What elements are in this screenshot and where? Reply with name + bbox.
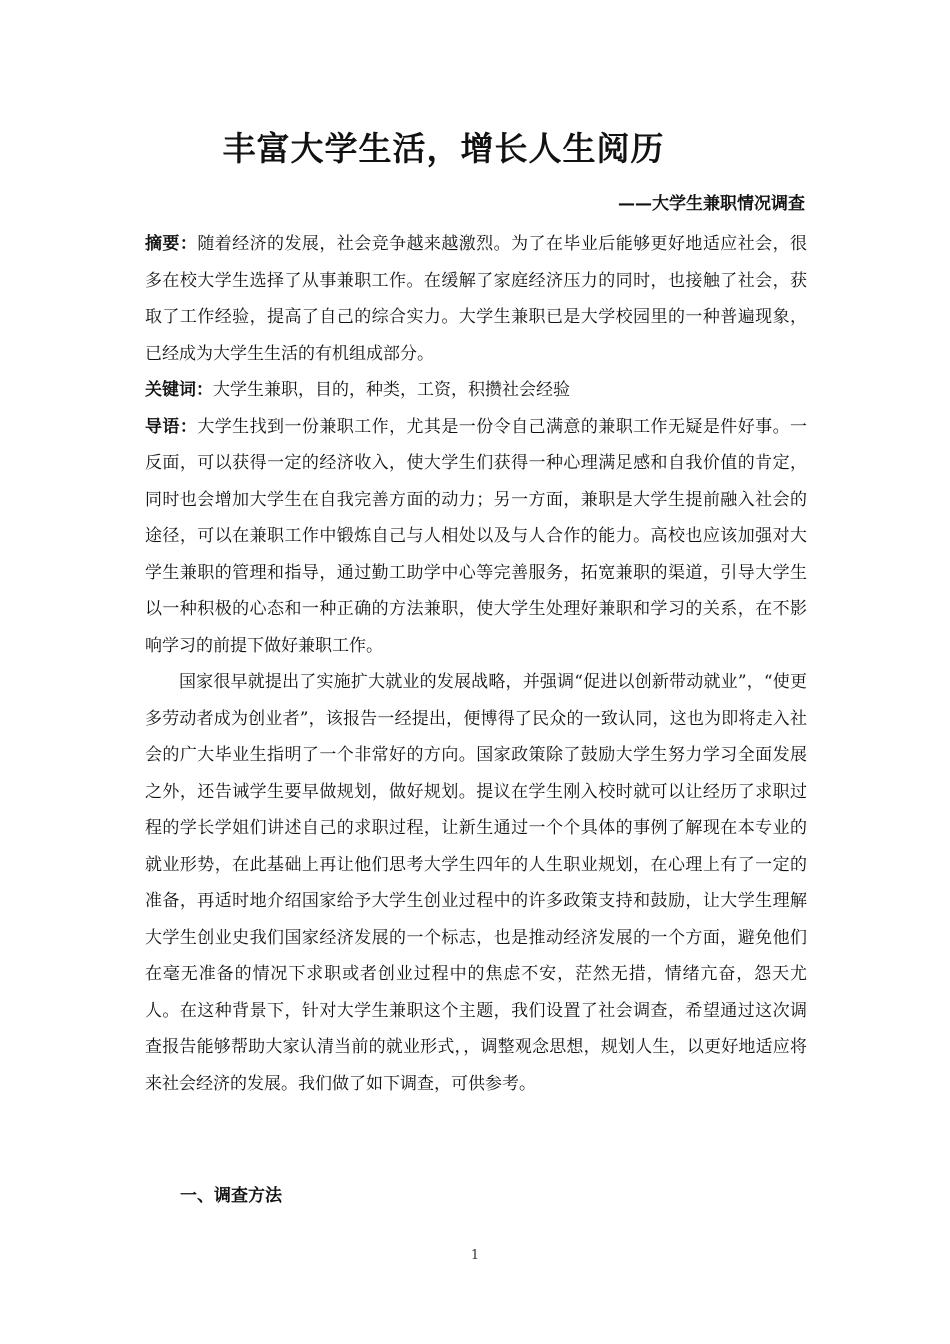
abstract-label: 摘要： [145, 234, 198, 254]
document-content [145, 226, 807, 1102]
page-number: 1 [470, 1248, 480, 1263]
abstract-paragraph [145, 226, 807, 372]
document-title: 丰富大学生活，增长人生阅历 [222, 129, 665, 168]
body-paragraph: 国家很早就提出了实施扩大就业的发展战略，并强调“促进以创新带动就业”，“使更多劳动者成为创业者”，该报告一经提出，便博得了民众的一致认同，这也为即将走入社会的广大毕业生指明了一个非常好的方向。国家政策除了鼓励大学生努力学习全面发展之外，还告诫学生要早做规划，做好规划。提议在学生刚入校时就可以让经历了求职过程的学长学姐们讲述自己的求职过程，让新生通过一个个具体的事例了解现在本专业的就业形势，在此基础上再让他们思考大学生四年的人生职业规划，在心理上有了一定的准备，再适时地介绍国家给予大学生创业过程中的许多政策支持和鼓励，让大学生理解大学生创业史我们国家经济发展的一个标志，也是推动经济发展的一个方面，避免他们在毫无准备的情况下求职或者创业过程中的焦虑不安，茫然无措，情绪亢奋，怨天尤人。在这种背景下，针对大学生兼职这个主题，我们设置了社会调查，希望通过这次调查报告能够帮助大家认清当前的就业形式，，调整观念思想，规划人生，以更好地适应将来社会经济的发展。我们做了如下调查，可供参考。 [145, 672, 807, 1094]
intro-label: 导语： [145, 416, 198, 437]
abstract-text: 随着经济的发展，社会竞争越来越激烈。为了在毕业后能够更好地适应社会，很多在校大学生选择了从事兼职工作。在缓解了家庭经济压力的同时，也接触了社会，获取了工作经验，提高了自己的综合实力。大学生兼职已是大学校园里的一种普遍现象，已经成为大学生生活的有机组成部分。 [145, 234, 808, 364]
keywords-paragraph [145, 372, 807, 409]
keywords-text: 大学生兼职，目的，种类，工资，积攒社会经验 [213, 380, 570, 400]
intro-text: 大学生找到一份兼职工作，尤其是一份令自己满意的兼职工作无疑是件好事。一反面，可以获得一定的经济收入，使大学生们获得一种心理满足感和自我价值的肯定，同时也会增加大学生在自我完善方面的动力；另一方面，兼职是大学生提前融入社会的途径，可以在兼职工作中锻炼自己与人相处以及与人合作的能力。高校也应该加强对大学生兼职的管理和指导，通过勤工助学中心等完善服务，拓宽兼职的渠道，引导大学生以一种积极的心态和一种正确的方法兼职，使大学生处理好兼职和学习的关系，在不影响学习的前提下做好兼职工作。 [145, 416, 808, 656]
document-subtitle: ——大学生兼职情况调查 [618, 194, 805, 214]
keywords-label: 关键词： [145, 380, 213, 400]
section-heading: 一、调查方法 [180, 1186, 282, 1206]
intro-paragraph [145, 409, 807, 665]
